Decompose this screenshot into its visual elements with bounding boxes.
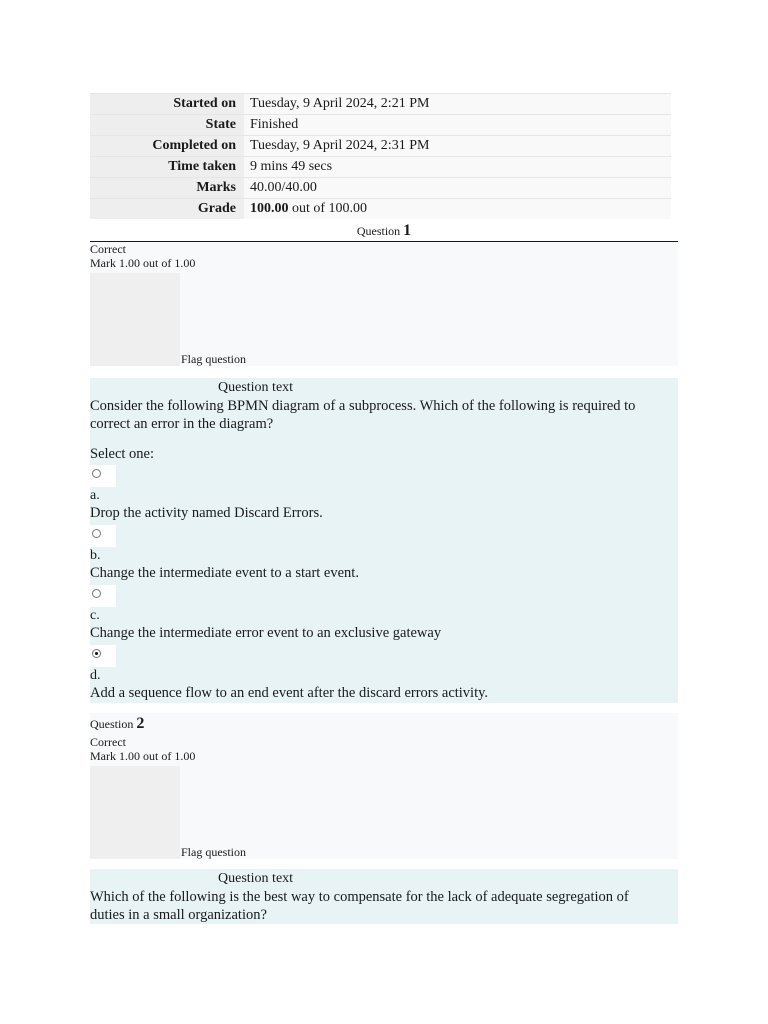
answer-d-text[interactable]: Add a sequence flow to an end event after the discard errors activity. xyxy=(90,685,489,701)
question-mark: Mark 1.00 out of 1.00 xyxy=(90,256,196,270)
summary-row-marks xyxy=(90,178,671,199)
answer-d-letter: d. xyxy=(90,668,101,683)
question-prefix: Question xyxy=(90,717,137,731)
summary-row-completed-on xyxy=(90,136,671,157)
answer-c-text[interactable]: Change the intermediate error event to an exclusive gateway xyxy=(90,625,442,641)
answer-c-radio[interactable] xyxy=(92,589,101,598)
question-2-heading xyxy=(90,713,678,735)
summary-value: Tuesday, 9 April 2024, 2:21 PM xyxy=(244,94,671,115)
question-text-label: Question text xyxy=(218,380,294,395)
question-mark: Mark 1.00 out of 1.00 xyxy=(90,749,196,763)
summary-value: Tuesday, 9 April 2024, 2:31 PM xyxy=(244,136,671,157)
answer-c-letter: c. xyxy=(90,608,100,623)
answer-a-radio[interactable] xyxy=(92,469,101,478)
quiz-review-page xyxy=(90,93,678,924)
answer-b-radio-area[interactable] xyxy=(90,525,116,547)
summary-value xyxy=(244,199,671,220)
question-text-label: Question text xyxy=(218,871,294,886)
question-2-formulation xyxy=(90,869,678,924)
grade-score: 100.00 xyxy=(250,201,289,216)
answer-a-letter: a. xyxy=(90,488,100,503)
question-status: Correct xyxy=(90,735,126,749)
summary-label: Completed on xyxy=(90,136,244,157)
summary-label: Started on xyxy=(90,94,244,115)
answer-b-radio[interactable] xyxy=(92,529,101,538)
question-number: 2 xyxy=(136,715,145,732)
question-1-formulation xyxy=(90,378,678,703)
answer-c-radio-area[interactable] xyxy=(90,585,116,607)
summary-label: Grade xyxy=(90,199,244,220)
answer-b-letter: b. xyxy=(90,548,101,563)
summary-value: 40.00/40.00 xyxy=(244,178,671,199)
summary-label: State xyxy=(90,115,244,136)
summary-row-state xyxy=(90,115,671,136)
summary-row-started-on xyxy=(90,94,671,115)
question-2-info xyxy=(90,713,678,859)
attempt-summary-table xyxy=(90,93,671,219)
answer-b-text[interactable]: Change the intermediate event to a start event. xyxy=(90,565,359,581)
flag-question-link[interactable]: Flag question xyxy=(181,845,246,859)
question-1-info xyxy=(90,242,678,366)
summary-label: Time taken xyxy=(90,157,244,178)
select-one-label: Select one: xyxy=(90,446,155,462)
answer-d-radio-selected[interactable] xyxy=(92,649,101,658)
summary-value: 9 mins 49 secs xyxy=(244,157,671,178)
summary-row-grade xyxy=(90,199,671,220)
question-status: Correct xyxy=(90,242,126,256)
grade-out-of: out of 100.00 xyxy=(288,201,368,216)
question-text: Consider the following BPMN diagram of a subprocess. Which of the following is required to correct an error in the diagram? xyxy=(90,398,636,432)
answer-d-radio-area[interactable] xyxy=(90,645,116,667)
question-text: Which of the following is the best way to compensate for the lack of adequate segregation of duties in a small organization? xyxy=(90,889,629,923)
flag-question-button-area[interactable] xyxy=(90,273,180,366)
flag-question-link[interactable]: Flag question xyxy=(181,352,246,366)
question-prefix: Question xyxy=(356,224,404,238)
summary-label: Marks xyxy=(90,178,244,199)
summary-value: Finished xyxy=(244,115,671,136)
question-number: 1 xyxy=(403,222,412,239)
answer-a-text[interactable]: Drop the activity named Discard Errors. xyxy=(90,505,323,521)
question-1-heading xyxy=(90,219,678,242)
summary-row-time-taken xyxy=(90,157,671,178)
answer-a-radio-area[interactable] xyxy=(90,465,116,487)
flag-question-button-area[interactable] xyxy=(90,766,180,859)
